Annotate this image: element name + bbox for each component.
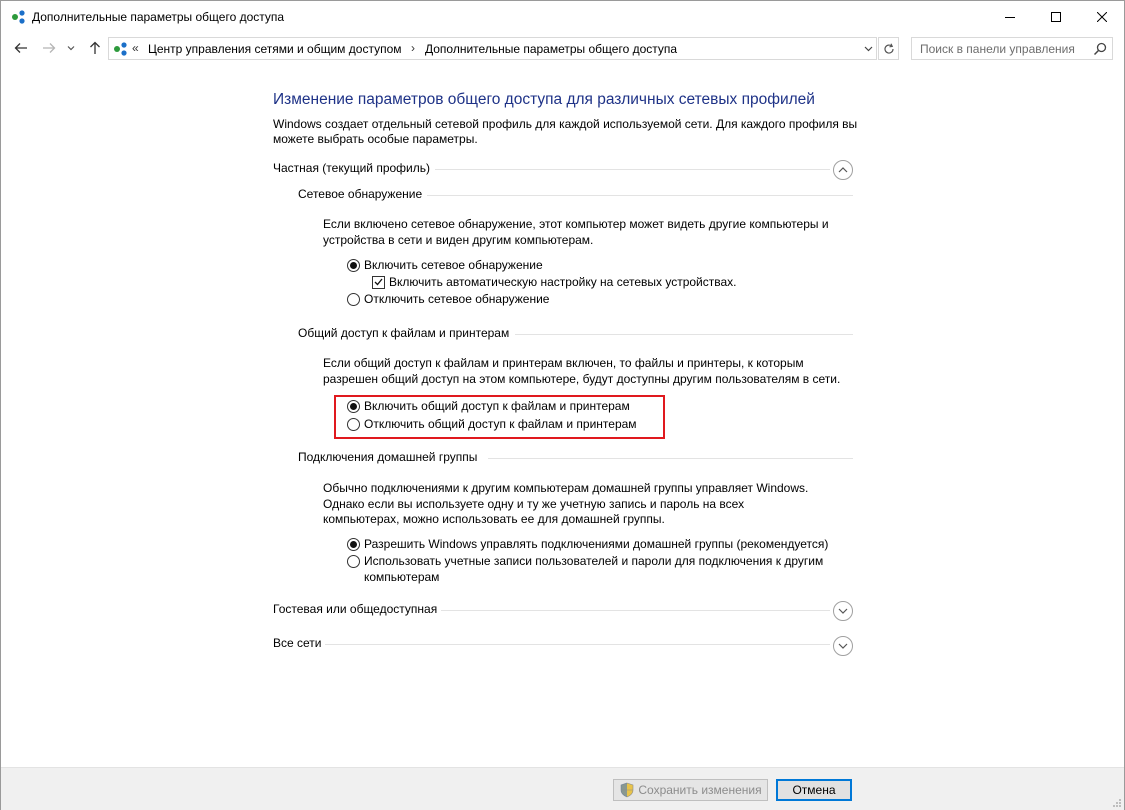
arrow-right-icon [42, 42, 56, 54]
option-label: Разрешить Windows управлять подключениями домашней группы (рекомендуется) [364, 537, 829, 551]
radio-network-discovery-off[interactable] [347, 291, 549, 307]
arrow-up-icon [89, 41, 101, 55]
option-label: Отключить сетевое обнаружение [364, 292, 550, 306]
option-label: Отключить общий доступ к файлам и принтерам [364, 417, 637, 431]
breadcrumb-overflow[interactable]: « [132, 41, 139, 55]
profile-guest-label[interactable]: Гостевая или общедоступная [273, 602, 438, 616]
search-box [911, 37, 1113, 60]
save-button-label: Сохранить изменения [638, 783, 762, 797]
divider [441, 610, 830, 611]
radio-file-sharing-off[interactable] [347, 416, 637, 432]
back-button[interactable] [11, 38, 31, 58]
checkmark-icon [374, 278, 383, 286]
radio-homegroup-windows[interactable] [347, 536, 828, 552]
divider [325, 644, 830, 645]
network-sharing-icon [11, 9, 27, 25]
homegroup-title: Подключения домашней группы [298, 450, 478, 464]
radio-unselected [347, 418, 360, 431]
homegroup-description: Обычно подключениями к другим компьютерам домашней группы управляет Windows. Однако если вы используете одну и ту же учетную запись и пароль на всех компьютерах, можно использовать ее для домашней группы. [323, 481, 809, 526]
radio-homegroup-accounts[interactable] [347, 554, 837, 585]
bottom-bar [1, 767, 1124, 810]
breadcrumb-network-center[interactable]: Центр управления сетями и общим доступом [148, 42, 402, 56]
chevron-down-icon [838, 608, 848, 614]
profile-private-label[interactable]: Частная (текущий профиль) [273, 161, 431, 175]
main-content [1, 64, 1124, 767]
file-sharing-description: Если общий доступ к файлам и принтерам включен, то файлы и принтеры, к которым разрешен общий доступ на этом компьютере, будут доступны другим пользователям в сети. [323, 356, 841, 386]
network-discovery-title: Сетевое обнаружение [298, 187, 423, 201]
radio-selected [347, 259, 360, 272]
maximize-icon [1051, 12, 1061, 22]
network-icon [113, 41, 129, 57]
radio-unselected [347, 293, 360, 306]
chevron-down-icon [67, 45, 75, 51]
profile-all-label[interactable]: Все сети [273, 636, 322, 650]
profile-private-toggle[interactable] [833, 160, 853, 180]
breadcrumb-separator[interactable]: › [411, 41, 415, 55]
cancel-button[interactable] [776, 779, 852, 801]
checkbox-auto-setup[interactable] [372, 274, 737, 290]
search-input[interactable] [912, 38, 1087, 59]
divider [488, 458, 853, 459]
chevron-up-icon [838, 167, 848, 173]
refresh-button[interactable] [878, 37, 899, 60]
window-title: Дополнительные параметры общего доступа [32, 10, 285, 24]
profile-guest-toggle[interactable] [833, 601, 853, 621]
cancel-button-label: Отмена [792, 783, 836, 797]
recent-locations-button[interactable] [64, 38, 78, 58]
refresh-icon [883, 43, 895, 55]
radio-unselected [347, 555, 360, 568]
checkbox-checked [372, 276, 385, 289]
page-title: Изменение параметров общего доступа для различных сетевых профилей [273, 91, 815, 108]
resize-grip-icon[interactable] [1112, 798, 1122, 808]
radio-selected [347, 400, 360, 413]
address-dropdown-button[interactable] [860, 40, 876, 58]
save-button[interactable] [613, 779, 768, 801]
option-label: Использовать учетные записи пользователей и пароли для подключения к другим компьютерам [364, 554, 824, 584]
divider [427, 195, 853, 196]
address-bar[interactable] [108, 37, 877, 60]
minimize-button[interactable] [987, 1, 1033, 32]
file-sharing-title: Общий доступ к файлам и принтерам [298, 326, 510, 340]
divider [515, 334, 853, 335]
up-button[interactable] [85, 38, 105, 58]
divider [435, 169, 830, 170]
forward-button[interactable] [39, 38, 59, 58]
radio-selected [347, 538, 360, 551]
chevron-down-icon [864, 46, 873, 52]
intro-text: Windows создает отдельный сетевой профиль для каждой используемой сети. Для каждого профиля вы можете выбрать особые параметры. [273, 117, 858, 146]
radio-file-sharing-on[interactable] [347, 398, 630, 414]
radio-network-discovery-on[interactable] [347, 257, 543, 273]
title-bar [1, 1, 1124, 32]
minimize-icon [1005, 12, 1015, 22]
profile-all-toggle[interactable] [833, 636, 853, 656]
search-icon[interactable] [1092, 41, 1108, 57]
network-discovery-description: Если включено сетевое обнаружение, этот компьютер может видеть другие компьютеры и устройства в сети и виден другим компьютерам. [323, 217, 829, 247]
close-icon [1097, 12, 1107, 22]
breadcrumb-advanced-sharing[interactable]: Дополнительные параметры общего доступа [425, 42, 678, 56]
maximize-button[interactable] [1033, 1, 1079, 32]
arrow-left-icon [14, 42, 28, 54]
option-label: Включить сетевое обнаружение [364, 258, 543, 272]
option-label: Включить общий доступ к файлам и принтерам [364, 399, 630, 413]
uac-shield-icon [619, 782, 635, 798]
option-label: Включить автоматическую настройку на сетевых устройствах. [389, 275, 737, 289]
chevron-down-icon [838, 643, 848, 649]
close-button[interactable] [1079, 1, 1125, 32]
